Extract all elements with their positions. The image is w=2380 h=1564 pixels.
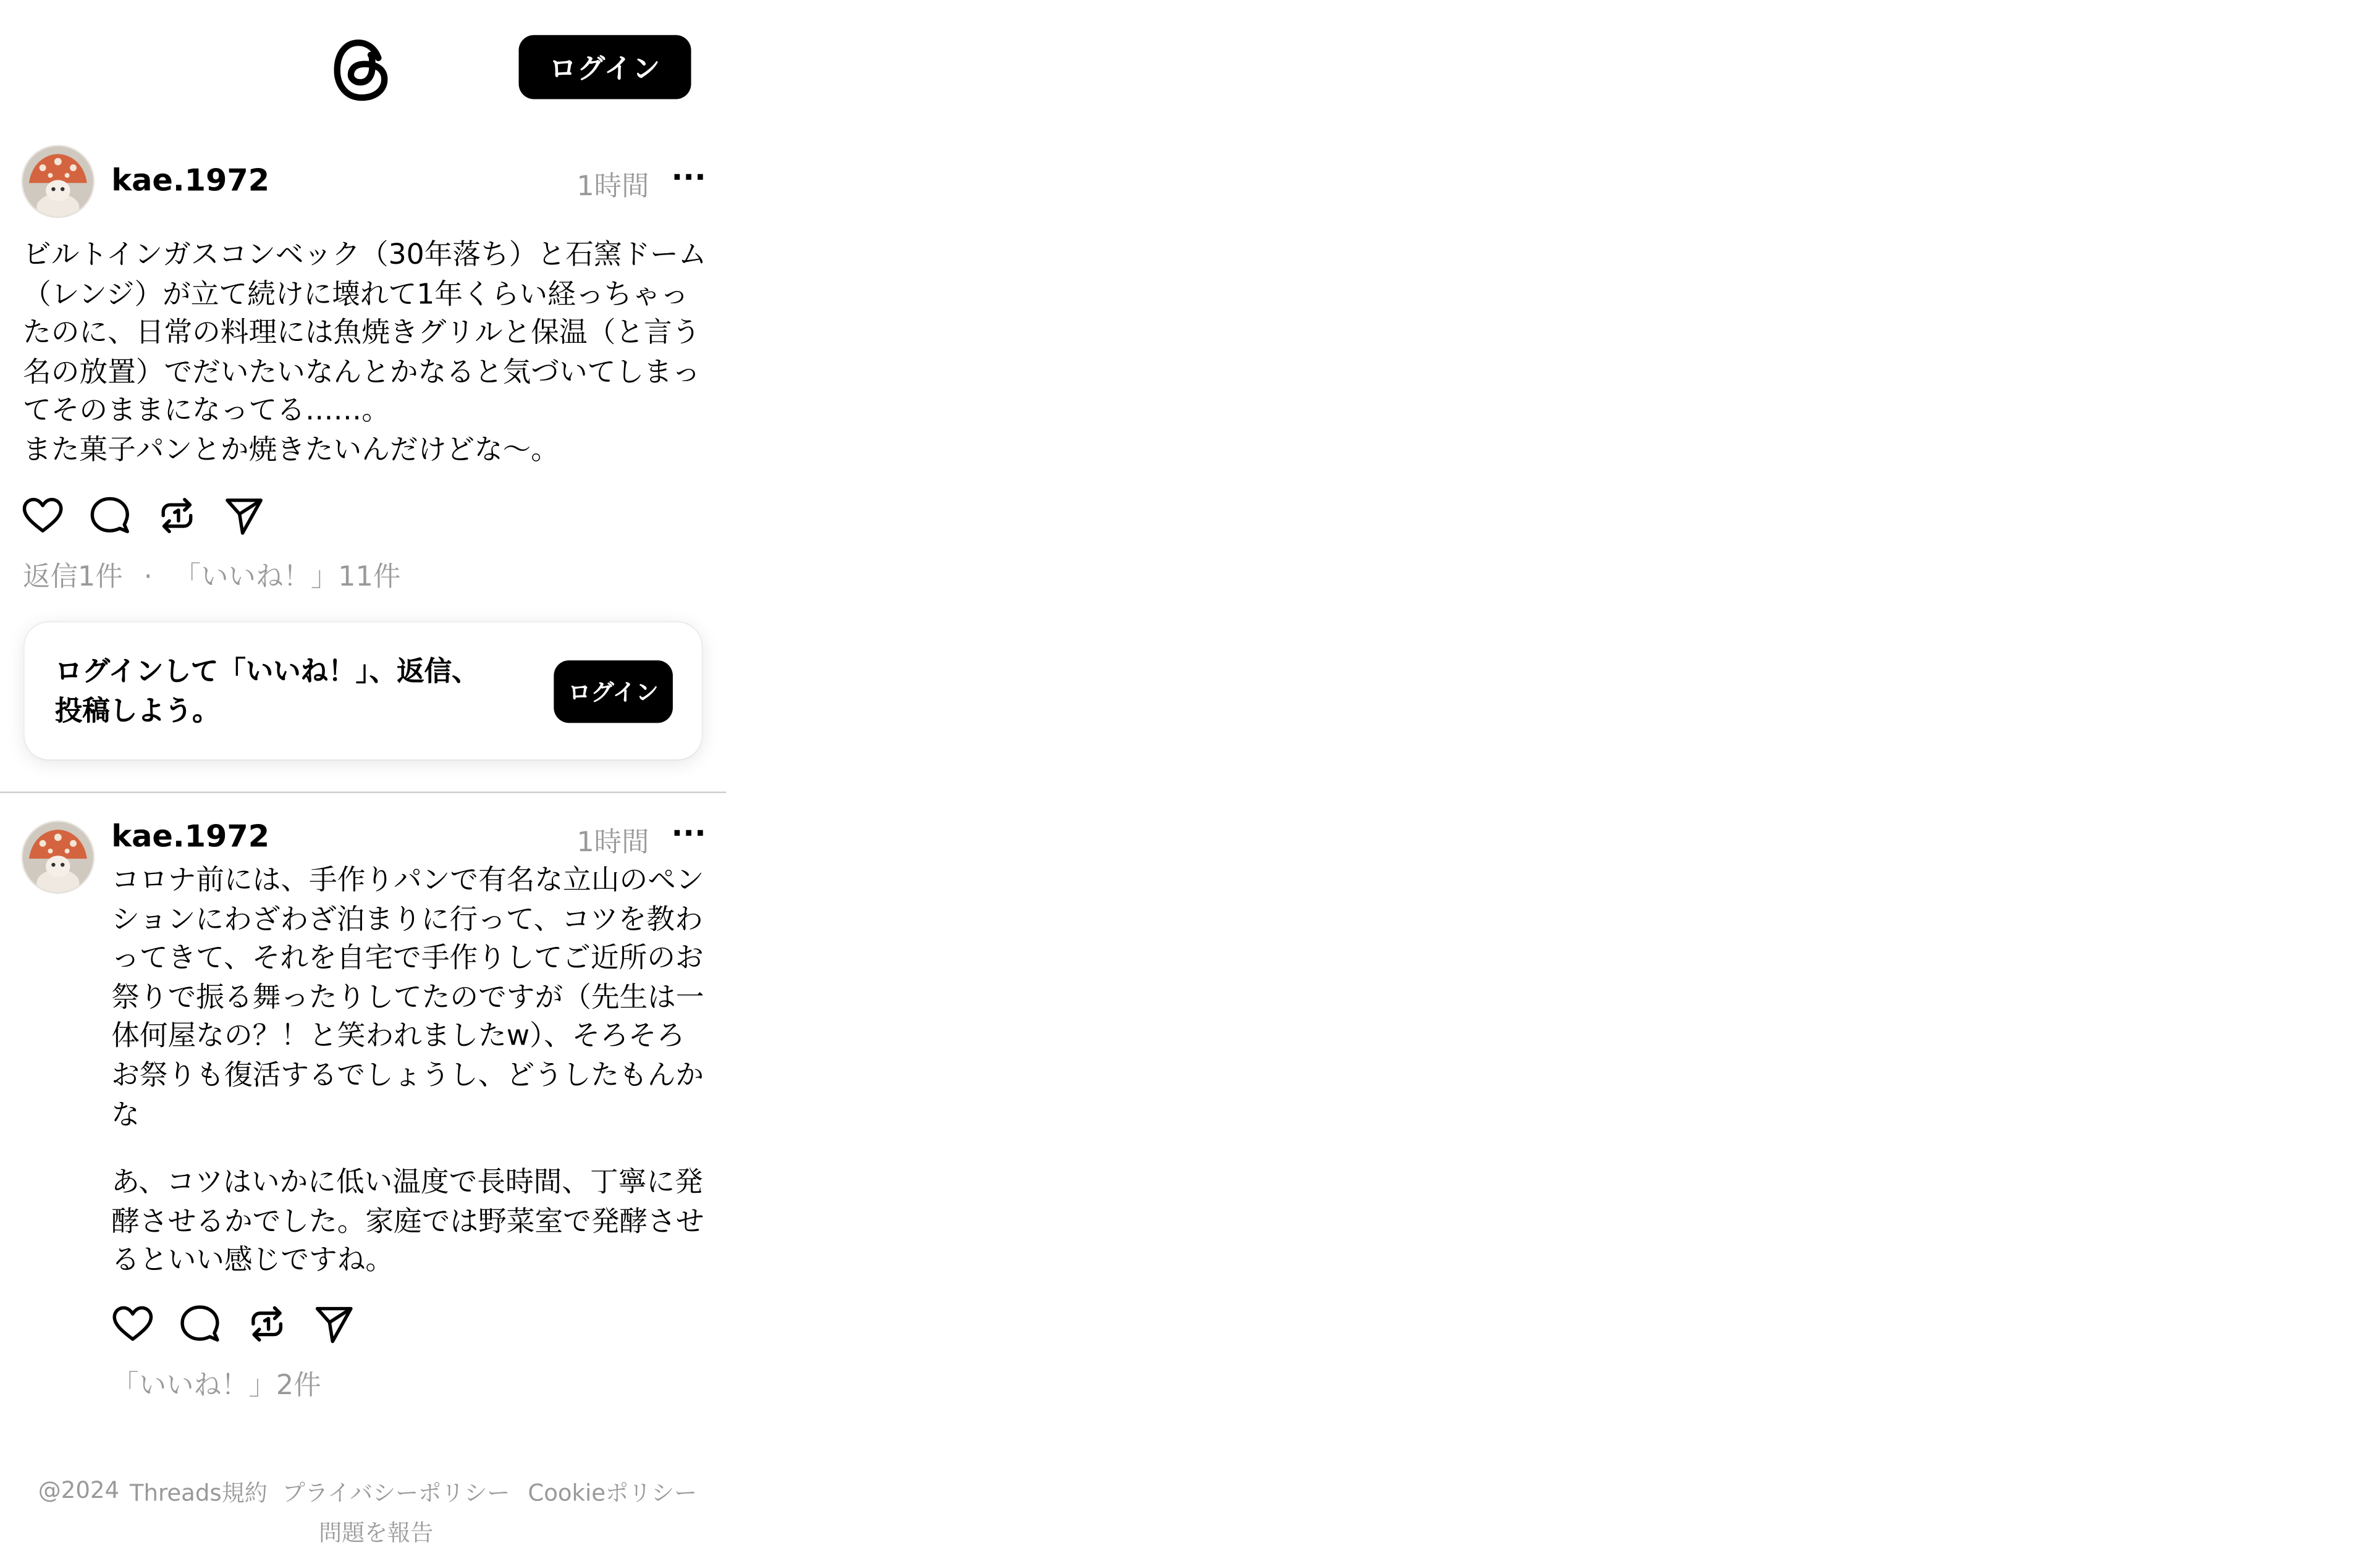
like-count[interactable]: 「いいね！」2件 — [111, 1369, 321, 1402]
footer-terms-link[interactable]: Threads規約 — [129, 1479, 268, 1507]
share-icon[interactable] — [223, 494, 266, 537]
like-icon[interactable] — [111, 1303, 154, 1345]
threads-logo-icon[interactable] — [331, 36, 395, 104]
post-timestamp[interactable]: 1時間 — [576, 826, 649, 859]
post-username[interactable]: kae.1972 — [111, 817, 270, 854]
post-text: ビルトインガスコンベック（30年落ち）と石窯ドーム （レンジ）が立て続けに壊れて1年くらい経っちゃっ たのに、日常の料理には魚焼きグリルと保温（と言う 名の放置）でだいたいなんとかなると気づいてしまっ てそのままになってる……。 また菓子パンとか焼きたいんだけどな〜。 — [23, 239, 707, 467]
post-stats — [23, 555, 400, 595]
footer-report-link[interactable]: 問題を報告 — [319, 1519, 434, 1547]
avatar[interactable] — [22, 145, 95, 219]
login-button[interactable]: ログイン — [519, 35, 691, 99]
card-login-button[interactable]: ログイン — [554, 660, 673, 723]
post-timestamp[interactable]: 1時間 — [576, 170, 649, 203]
reply-text-paragraph-1: コロナ前には、手作りパンで有名な立山のペン ションにわざわざ泊まりに行って、コツを教わ ってきて、それを自宅で手作りしてご近所のお 祭りで振る舞ったりしてたのですが（先生は一 体何屋なの？！と笑われましたw）、そろそろ お祭りも復活するでしょうし、どうしたもんか な — [111, 865, 704, 1132]
login-prompt-card — [25, 622, 702, 759]
separator: · — [143, 561, 153, 594]
avatar[interactable] — [22, 820, 95, 894]
reply-icon[interactable] — [88, 494, 131, 537]
like-icon[interactable] — [22, 494, 64, 537]
repost-icon[interactable] — [246, 1303, 289, 1345]
post-username[interactable]: kae.1972 — [111, 161, 270, 198]
footer-copyright: @2024 — [38, 1476, 120, 1504]
share-icon[interactable] — [313, 1303, 355, 1345]
mushroom-avatar-icon — [23, 822, 93, 893]
more-options-icon[interactable]: ··· — [671, 158, 706, 196]
divider — [0, 792, 726, 793]
more-options-icon[interactable]: ··· — [671, 814, 706, 851]
mushroom-avatar-icon — [23, 146, 93, 217]
login-prompt-text: ログインして「いいね！」、返信、 投稿しよう。 — [54, 655, 479, 728]
footer-cookie-link[interactable]: Cookieポリシー — [528, 1479, 698, 1507]
repost-icon[interactable] — [156, 494, 198, 537]
footer-privacy-link[interactable]: プライバシーポリシー — [282, 1479, 510, 1507]
reply-text-paragraph-2: あ、コツはいかに低い温度で長時間、丁寧に発 酵させるかでした。家庭では野菜室で発酵させ るといい感じですね。 — [111, 1166, 704, 1277]
post-stats — [111, 1363, 321, 1403]
reply-icon[interactable] — [179, 1303, 221, 1345]
like-count[interactable]: 「いいね！」11件 — [173, 561, 401, 594]
reply-count[interactable]: 返信1件 — [23, 561, 123, 594]
